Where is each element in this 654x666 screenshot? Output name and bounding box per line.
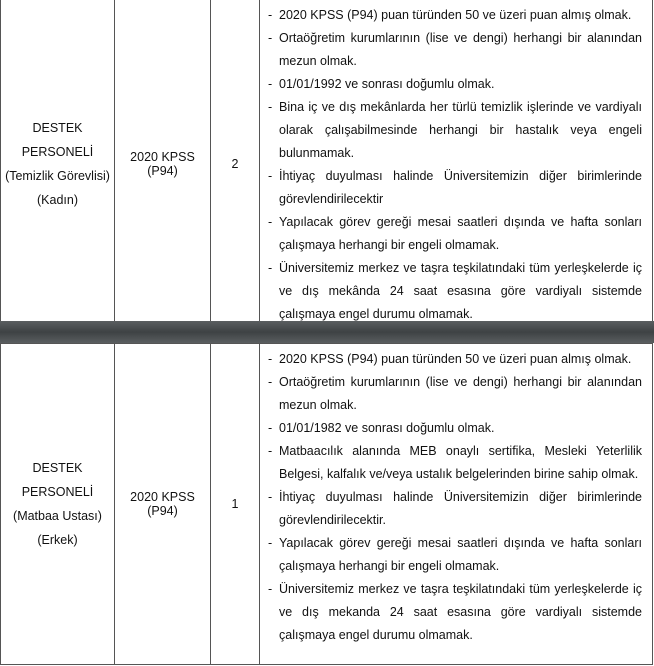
table-row	[1, 344, 653, 665]
table-row	[1, 0, 653, 329]
position-line: DESTEK	[32, 121, 83, 135]
exam-cell: 2020 KPSS (P94)	[115, 344, 211, 665]
condition-item: - Üniversitemiz merkez ve taşra teşkilatındaki tüm yerleşkelerde iç ve dış mekânda 24 saat esasına göre vardiyalı sistemde çalışmaya engel durumu olmamak.	[268, 261, 642, 321]
condition-item: - 01/01/1992 ve sonrası doğumlu olmak.	[268, 77, 495, 91]
position-line: (Kadın)	[37, 193, 78, 207]
count-cell: 2	[211, 0, 260, 329]
exam-cell: 2020 KPSS (P94)	[115, 0, 211, 329]
job-table-cleaning	[0, 0, 653, 329]
condition-item: - İhtiyaç duyulması halinde Üniversitemizin diğer birimlerinde görevlendirilecektir.	[268, 490, 642, 527]
condition-item: - İhtiyaç duyulması halinde Üniversitemizin diğer birimlerinde görevlendirilecektir	[268, 169, 642, 206]
condition-item: - 2020 KPSS (P94) puan türünden 50 ve üzeri puan almış olmak.	[268, 352, 632, 366]
conditions-cell	[260, 344, 653, 665]
job-table-printing	[0, 343, 653, 665]
condition-item: - Ortaöğretim kurumlarının (lise ve dengi) herhangi bir alanından mezun olmak.	[268, 375, 642, 412]
condition-item: - 2020 KPSS (P94) puan türünden 50 ve üzeri puan almış olmak.	[268, 8, 632, 22]
position-cell	[1, 344, 115, 665]
condition-item: - Yapılacak görev gereği mesai saatleri dışında ve hafta sonları çalışmaya herhangi bir engeli olmamak.	[268, 215, 642, 252]
condition-item: - Üniversitemiz merkez ve taşra teşkilatındaki tüm yerleşkelerde iç ve dış mekanda 24 saat esasına göre vardiyalı sistemde çalışmaya engel durumu olmamak.	[268, 582, 642, 642]
condition-item: - Bina iç ve dış mekânlarda her türlü temizlik işlerinde ve vardiyalı olarak çalışabilmesinde herhangi bir hastalık veya engeli bulunmamak.	[268, 100, 642, 160]
condition-item: - Ortaöğretim kurumlarının (lise ve dengi) herhangi bir alanından mezun olmak.	[268, 31, 642, 68]
condition-item: - Yapılacak görev gereği mesai saatleri dışında ve hafta sonları çalışmaya herhangi bir engeli olmamak.	[268, 536, 642, 573]
position-cell	[1, 0, 115, 329]
position-line: PERSONELİ	[21, 145, 94, 159]
position-line: DESTEK	[32, 461, 83, 475]
position-line: PERSONELİ	[21, 485, 94, 499]
section-separator	[0, 321, 654, 343]
count-cell: 1	[211, 344, 260, 665]
conditions-cell	[260, 0, 653, 329]
position-line: (Erkek)	[37, 533, 78, 547]
condition-item: - 01/01/1982 ve sonrası doğumlu olmak.	[268, 421, 495, 435]
condition-item: - Matbaacılık alanında MEB onaylı sertifika, Mesleki Yeterlilik Belgesi, kalfalık ve/veya ustalık belgelerinden birine sahip olmak.	[268, 444, 642, 481]
position-line: (Matbaa Ustası)	[13, 509, 102, 523]
position-line: (Temizlik Görevlisi)	[5, 169, 110, 183]
